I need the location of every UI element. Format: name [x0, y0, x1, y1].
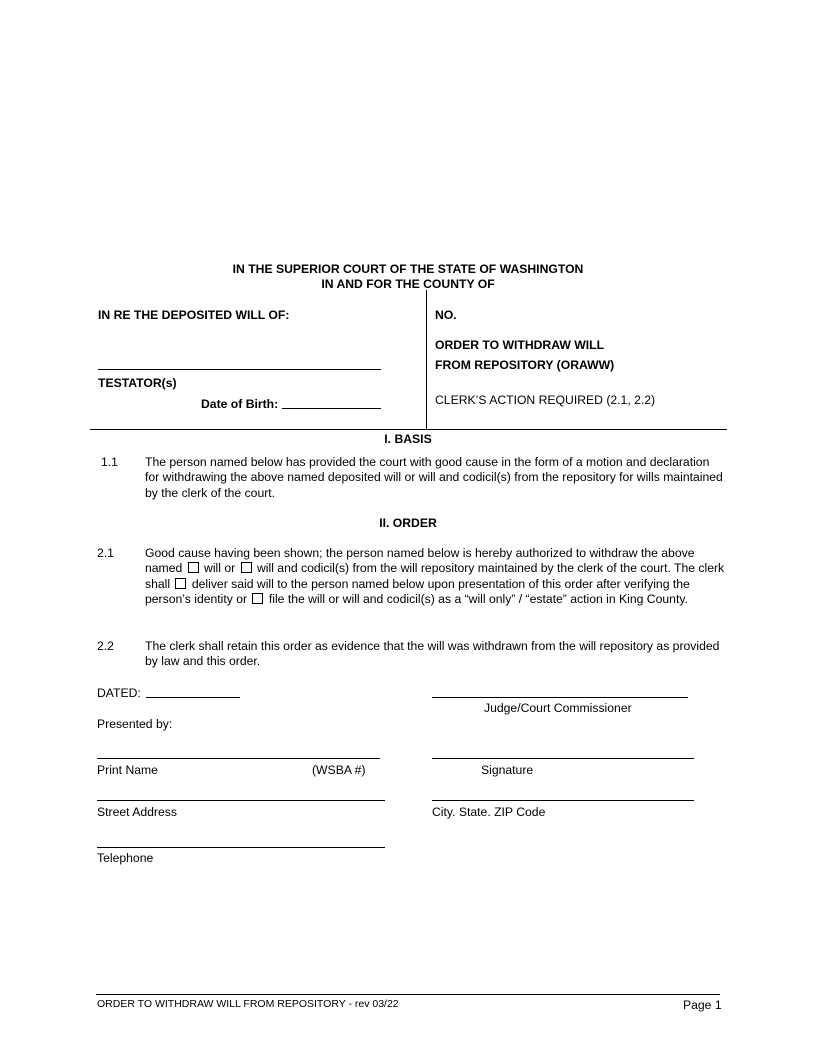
judge-label: Judge/Court Commissioner — [484, 701, 632, 715]
testator-label: TESTATOR(s) — [98, 376, 177, 390]
county-line: IN AND FOR THE COUNTY OF — [321, 277, 495, 291]
telephone-field[interactable] — [97, 847, 385, 848]
document-title-line2: FROM REPOSITORY (ORAWW) — [435, 358, 615, 372]
dob-field[interactable] — [282, 408, 381, 409]
street-address-field[interactable] — [97, 800, 385, 801]
clerk-action-note: CLERK’S ACTION REQUIRED (2.1, 2.2) — [435, 393, 656, 407]
signature-field[interactable] — [432, 758, 694, 759]
case-no-label: NO. — [435, 308, 457, 322]
will-only-checkbox[interactable] — [188, 562, 199, 573]
street-address-label: Street Address — [97, 805, 177, 819]
page-number: Page 1 — [683, 998, 722, 1012]
caption-divider — [426, 290, 427, 429]
deliver-will-checkbox[interactable] — [175, 578, 186, 589]
signature-label: Signature — [481, 763, 534, 777]
para-2-1-part-a: Good cause having been shown; the person named below is hereby authorized to withdraw the above named — [145, 546, 695, 576]
footer-title: ORDER TO WITHDRAW WILL FROM REPOSITORY - rev 03/22 — [97, 998, 399, 1010]
document-title-line1: ORDER TO WITHDRAW WILL — [435, 338, 605, 352]
wsba-label: (WSBA #) — [312, 763, 366, 777]
caption-bottom-rule — [90, 429, 727, 430]
dated-label: DATED: — [97, 686, 141, 700]
para-2-1-text — [145, 546, 725, 607]
para-1-1-text: The person named below has provided the court with good cause in the form of a motion and declaration for withdrawing the above named deposited will or will and codicil(s) from the repository for wills maintained by the clerk of the court. — [145, 455, 723, 500]
file-will-checkbox[interactable] — [252, 593, 263, 604]
city-state-zip-label: City. State. ZIP Code — [432, 805, 546, 819]
para-2-2-number: 2.2 — [97, 639, 114, 653]
section-1-heading: I. BASIS — [384, 432, 432, 446]
testator-name-field[interactable] — [98, 369, 381, 370]
dated-field[interactable] — [146, 697, 240, 698]
para-2-1-part-b: will or — [204, 561, 236, 576]
para-2-1-number: 2.1 — [97, 546, 114, 560]
para-2-1-part-c: will and codicil(s) from the will repository maintained by the clerk of the court. The clerk shall — [145, 561, 725, 591]
para-2-1-part-d: deliver said will to the person named below upon presentation of this order after verifying the person’s identity or — [145, 576, 690, 606]
section-2-heading: II. ORDER — [379, 516, 437, 530]
para-1-1-number: 1.1 — [101, 455, 118, 469]
para-2-2-text: The clerk shall retain this order as evidence that the will was withdrawn from the will repository as provided by law and this order. — [145, 639, 720, 669]
in-re-label: IN RE THE DEPOSITED WILL OF: — [98, 308, 290, 322]
court-title: IN THE SUPERIOR COURT OF THE STATE OF WASHINGTON — [232, 262, 584, 276]
city-state-zip-field[interactable] — [432, 800, 694, 801]
footer-rule — [96, 994, 720, 995]
print-name-field[interactable] — [97, 758, 380, 759]
print-name-label: Print Name — [97, 763, 158, 777]
dob-label: Date of Birth: — [201, 397, 279, 411]
presented-by-label: Presented by: — [97, 717, 173, 731]
para-2-1-part-e: file the will or will and codicil(s) as a “will only” / “estate” action in King County. — [268, 591, 688, 606]
telephone-label: Telephone — [97, 851, 154, 865]
judge-signature-line[interactable] — [432, 697, 688, 698]
will-and-codicil-checkbox[interactable] — [241, 562, 252, 573]
